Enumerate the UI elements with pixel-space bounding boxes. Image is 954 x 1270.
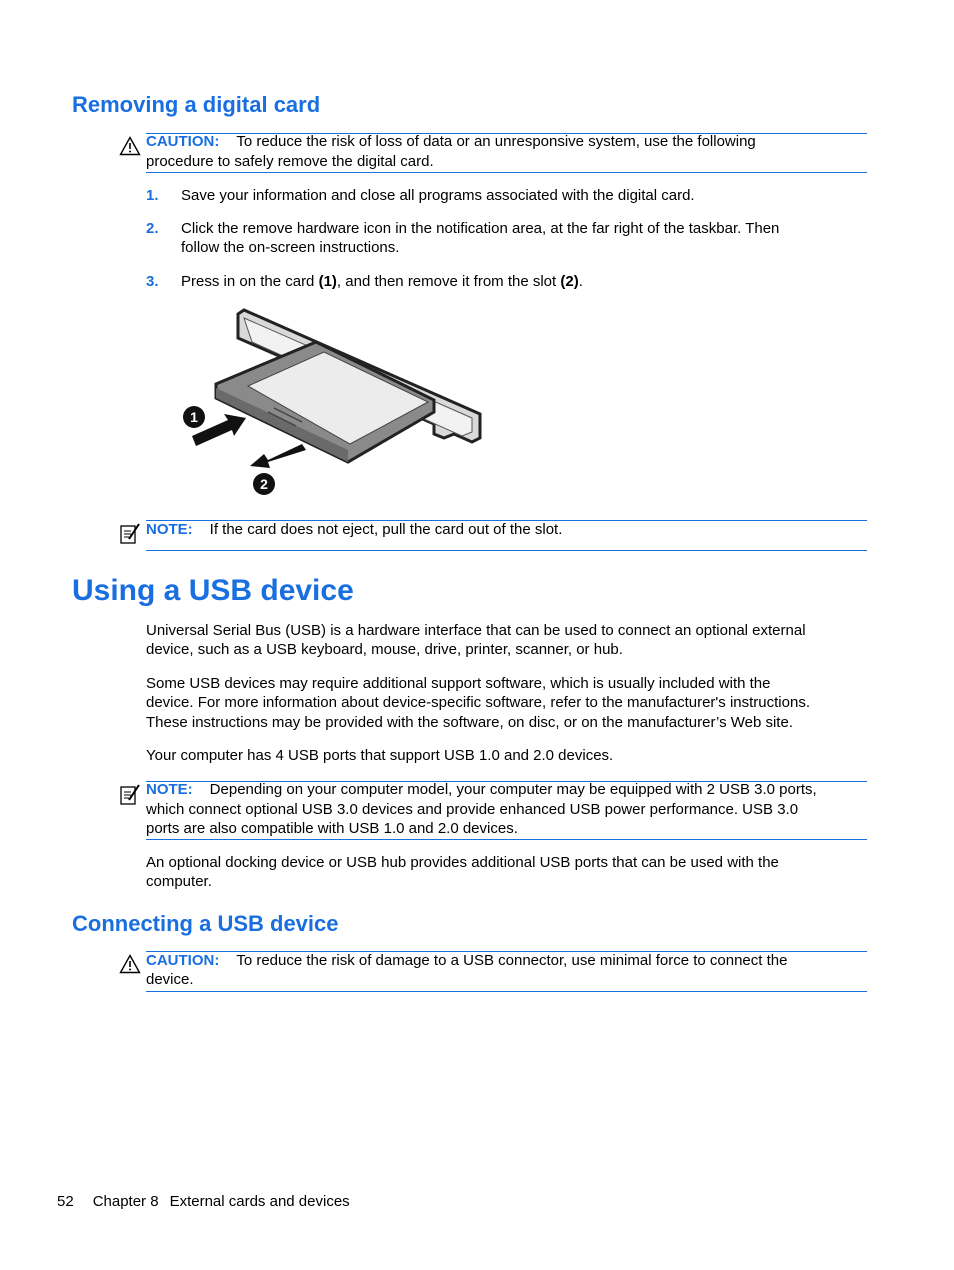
step-text: Save your information and close all programs associated with the digital card. [181, 187, 695, 204]
caution-label: CAUTION: [146, 952, 220, 969]
section-heading-removing: Removing a digital card [72, 92, 321, 117]
step-number: 3. [146, 273, 159, 290]
note-line [146, 520, 562, 540]
chapter-title: External cards and devices [169, 1193, 350, 1210]
caution-bottom-rule [146, 991, 867, 992]
caution-bottom-rule [146, 172, 867, 173]
card-removal-illustration [176, 304, 486, 500]
note-icon [118, 522, 142, 546]
caution-text: To reduce the risk of loss of data or an unresponsive system, use the following [236, 133, 756, 150]
chapter-section-heading-usb: Using a USB device [72, 574, 354, 607]
paragraph-line: Universal Serial Bus (USB) is a hardware interface that can be used to connect an optional external [146, 622, 806, 639]
caution-line-2: device. [146, 971, 194, 988]
caution-line-2: procedure to safely remove the digital card. [146, 153, 434, 170]
step-text: Press in on the card (1), and then remove it from the slot (2). [181, 273, 583, 290]
note-label: NOTE: [146, 781, 193, 798]
note-line: ports are also compatible with USB 1.0 and 2.0 devices. [146, 820, 518, 837]
note-label: NOTE: [146, 521, 193, 538]
note-bottom-rule [146, 550, 867, 551]
caution-line-1 [146, 951, 787, 971]
page-footer [57, 1192, 350, 1212]
step-number: 1. [146, 187, 159, 204]
note-icon [118, 783, 142, 807]
paragraph-line: Some USB devices may require additional support software, which is usually included with the [146, 675, 771, 692]
paragraph-line: These instructions may be provided with the software, on disc, or on the manufacturer’s Web site. [146, 714, 793, 731]
note-line [146, 780, 817, 800]
caution-icon [119, 136, 141, 156]
caution-label: CAUTION: [146, 133, 220, 150]
note-text: Depending on your computer model, your computer may be equipped with 2 USB 3.0 ports, [209, 781, 817, 798]
caution-line-1 [146, 132, 756, 152]
paragraph-line: device, such as a USB keyboard, mouse, drive, printer, scanner, or hub. [146, 641, 623, 658]
chapter-label: Chapter 8 [92, 1193, 159, 1210]
section-heading-connecting: Connecting a USB device [72, 911, 339, 936]
paragraph-line: Your computer has 4 USB ports that support USB 1.0 and 2.0 devices. [146, 747, 614, 764]
note-text: If the card does not eject, pull the card out of the slot. [209, 521, 563, 538]
note-line: which connect optional USB 3.0 devices and provide enhanced USB power performance. USB 3.0 [146, 801, 799, 818]
step-text: Click the remove hardware icon in the notification area, at the far right of the taskbar. Then [181, 220, 780, 237]
callout-1-label: 1 [190, 409, 198, 425]
caution-icon [119, 954, 141, 974]
paragraph-line: computer. [146, 873, 212, 890]
callout-2-label: 2 [260, 476, 268, 492]
step-text-cont: follow the on-screen instructions. [181, 239, 400, 256]
caution-text: To reduce the risk of damage to a USB connector, use minimal force to connect the [236, 952, 788, 969]
page-number: 52 [57, 1193, 74, 1210]
paragraph-line: An optional docking device or USB hub provides additional USB ports that can be used with the [146, 854, 779, 871]
step-number: 2. [146, 220, 159, 237]
paragraph-line: device. For more information about device-specific software, refer to the manufacturer's instructions. [146, 694, 810, 711]
note-bottom-rule [146, 839, 867, 840]
